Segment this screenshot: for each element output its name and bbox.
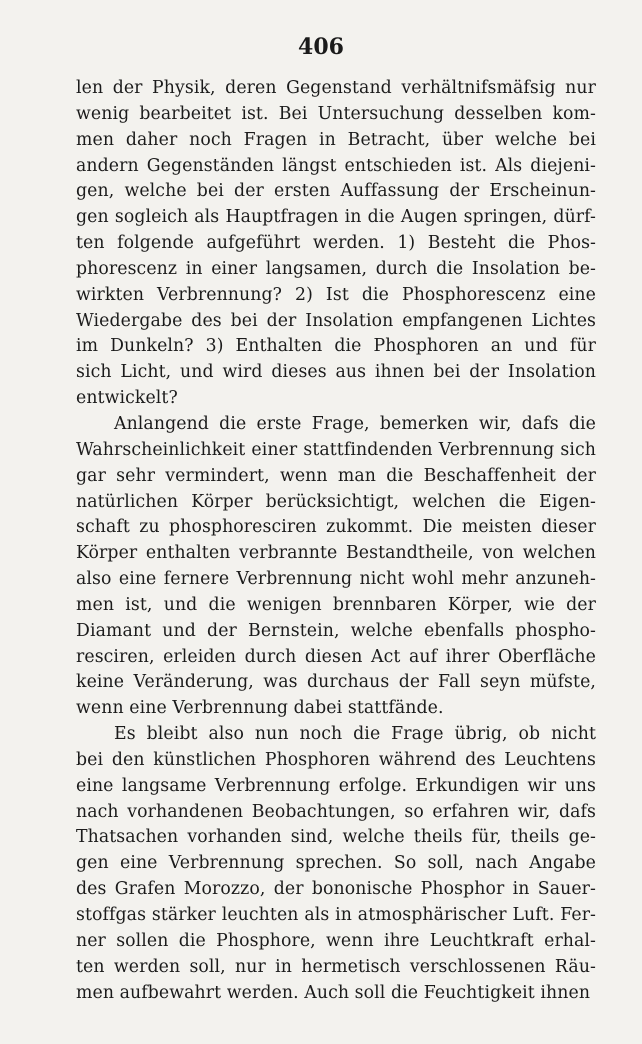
- text-line: gen, welche bei der ersten Auffassung der Erscheinun-: [76, 181, 596, 202]
- text-line: wenig bearbeitet ist. Bei Untersuchung desselben kom-: [76, 103, 596, 124]
- page-number: 406: [298, 34, 344, 60]
- text-line: schaft zu phosphoresciren zukommt. Die meisten dieser: [76, 517, 596, 538]
- paragraph: [76, 412, 596, 722]
- body-text: [76, 76, 596, 1006]
- text-line: Diamant und der Bernstein, welche ebenfalls phospho-: [76, 620, 596, 641]
- paragraph: [76, 76, 596, 412]
- text-line: keine Veränderung, was durchaus der Fall seyn müfste,: [76, 672, 596, 693]
- text-line: sich Licht, und wird dieses aus ihnen bei der Insolation: [76, 362, 596, 383]
- text-line: ten folgende aufgeführt werden. 1) Besteht die Phos-: [76, 233, 596, 254]
- text-line: des Grafen Morozzo, der bononische Phosphor in Sauer-: [76, 879, 596, 900]
- text-line: also eine fernere Verbrennung nicht wohl mehr anzuneh-: [76, 569, 596, 590]
- text-line: andern Gegenständen längst entschieden ist. Als diejeni-: [76, 155, 596, 176]
- text-line: wenn eine Verbrennung dabei stattfände.: [76, 698, 444, 719]
- text-line: resciren, erleiden durch diesen Act auf ihrer Oberfläche: [76, 646, 596, 667]
- text-line: im Dunkeln? 3) Enthalten die Phosphoren an und für: [76, 336, 596, 357]
- text-line: wirkten Verbrennung? 2) Ist die Phosphorescenz eine: [76, 284, 596, 305]
- text-line: natürlichen Körper berücksichtigt, welchen die Eigen-: [76, 491, 596, 512]
- text-line: ten werden soll, nur in hermetisch verschlossenen Räu-: [76, 956, 596, 977]
- text-line: Wahrscheinlichkeit einer stattfindenden Verbrennung sich: [76, 439, 596, 460]
- text-line: len der Physik, deren Gegenstand verhältnifsmäfsig nur: [76, 78, 596, 98]
- text-line: nach vorhandenen Beobachtungen, so erfahren wir, dafs: [76, 801, 596, 822]
- text-line: gen sogleich als Hauptfragen in die Augen springen, dürf-: [76, 207, 596, 228]
- text-line: entwickelt?: [76, 388, 178, 409]
- text-line: men aufbewahrt werden. Auch soll die Feuchtigkeit ihnen: [76, 982, 591, 1003]
- text-line: ner sollen die Phosphore, wenn ihre Leuchtkraft erhal-: [76, 930, 596, 951]
- text-line: men daher noch Fragen in Betracht, über welche bei: [76, 129, 596, 150]
- text-line: gen eine Verbrennung sprechen. So soll, nach Angabe: [76, 853, 596, 874]
- text-line: bei den künstlichen Phosphoren während des Leuchtens: [76, 749, 596, 770]
- text-line: gar sehr vermindert, wenn man die Beschaffenheit der: [76, 465, 596, 486]
- text-line: stoffgas stärker leuchten als in atmosphärischer Luft. Fer-: [76, 905, 596, 925]
- text-line: Anlangend die erste Frage, bemerken wir, dafs die: [114, 413, 596, 434]
- text-line: Es bleibt also nun noch die Frage übrig, ob nicht: [114, 724, 596, 745]
- text-line: men ist, und die wenigen brennbaren Körper, wie der: [76, 594, 596, 615]
- text-line: Wiedergabe des bei der Insolation empfangenen Lichtes: [76, 310, 596, 331]
- text-line: Körper enthalten verbrannte Bestandtheile, von welchen: [76, 543, 596, 564]
- text-line: eine langsame Verbrennung erfolge. Erkundigen wir uns: [76, 775, 596, 796]
- text-line: phorescenz in einer langsamen, durch die Insolation be-: [76, 258, 596, 279]
- paragraph: [76, 722, 596, 1006]
- text-line: Thatsachen vorhanden sind, welche theils für, theils ge-: [76, 827, 596, 848]
